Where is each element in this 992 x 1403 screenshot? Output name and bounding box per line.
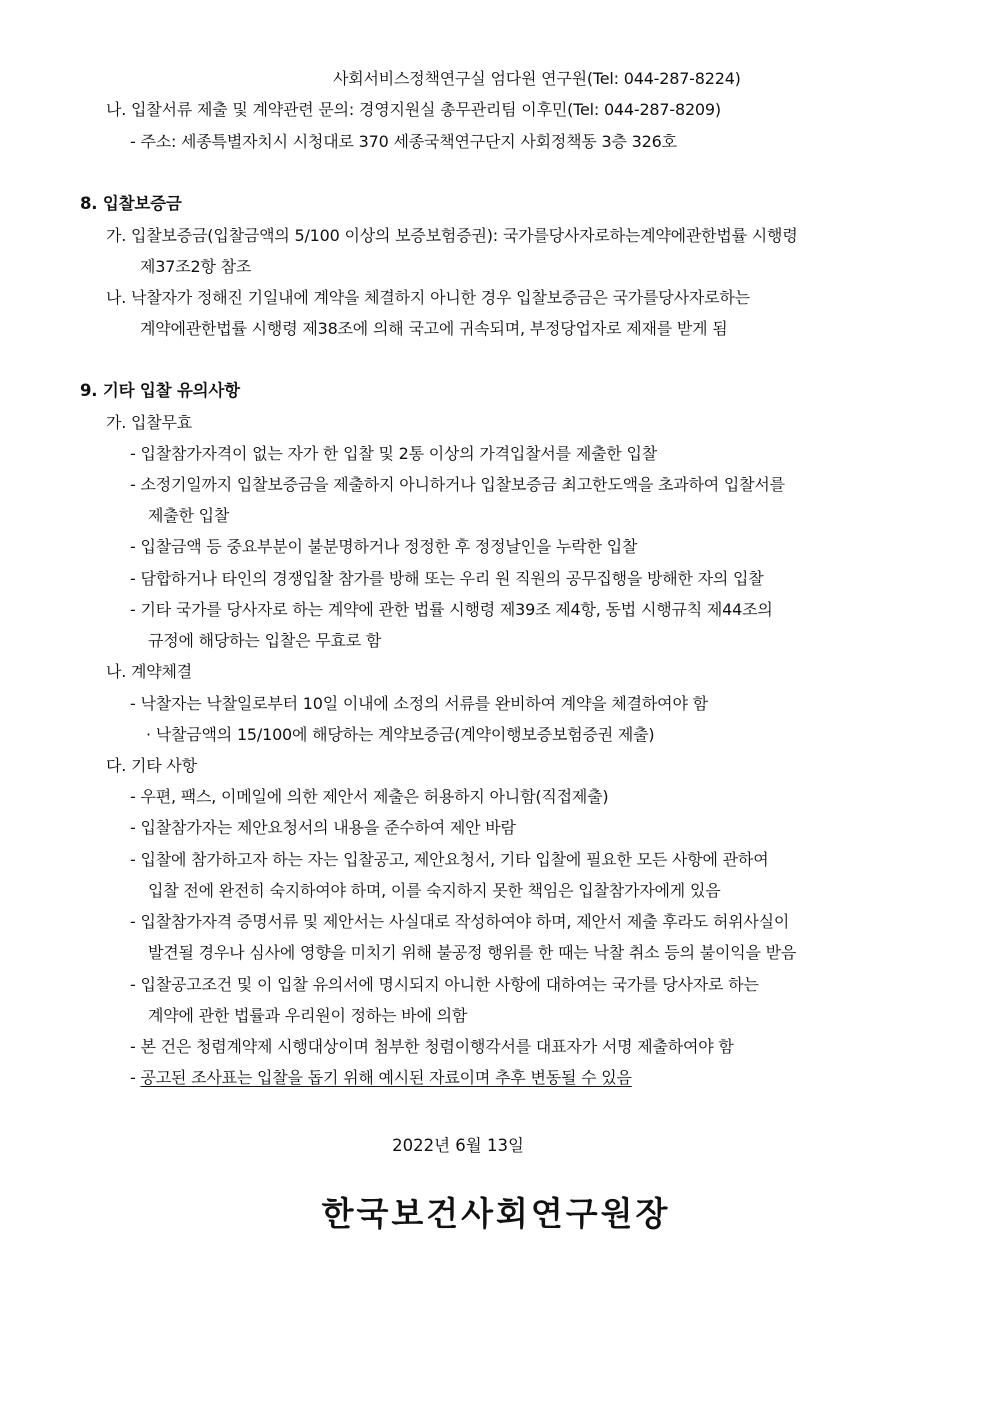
section8-b-line1: 나. 낙찰자가 정해진 기일내에 계약을 체결하지 아니한 경우 입찰보증금은 국가를당사자로하는 [106,288,750,307]
researcher-contact: 사회서비스정책연구실 엄다원 연구원(Tel: 044-287-8224) [333,69,741,88]
section9-a5-line1: - 기타 국가를 당사자로 하는 계약에 관한 법률 시행령 제39조 제4항, 동법 시행규칙 제44조의 [130,600,773,619]
section8-b-line2: 계약에관한법률 시행령 제38조에 의해 국고에 귀속되며, 부정당업자로 제재를 받게 됨 [140,319,728,338]
section9-c-title: 다. 기타 사항 [106,756,197,775]
section9-c1: - 우편, 팩스, 이메일에 의한 제안서 제출은 허용하지 아니함(직접제출) [130,787,609,806]
section9-c4-line1: - 입찰참가자격 증명서류 및 제안서는 사실대로 작성하여야 하며, 제안서 제출 후라도 허위사실이 [130,912,790,931]
section9-c7-dash: - [130,1068,141,1087]
section8-a-line2: 제37조2항 참조 [140,257,252,276]
section9-a-title: 가. 입찰무효 [106,413,193,432]
section9-c2: - 입찰참가자는 제안요청서의 내용을 준수하여 제안 바람 [130,818,516,837]
section9-b-title: 나. 계약체결 [106,662,193,681]
document-date: 2022년 6월 13일 [392,1136,524,1155]
section9-c7-underlined: 공고된 조사표는 입찰을 돕기 위해 예시된 자료이며 추후 변동될 수 있음 [140,1068,632,1087]
section9-c4-line2: 발견될 경우나 심사에 영향을 미치기 위해 불공정 행위를 한 때는 낙찰 취소 등의 불이익을 받음 [148,943,797,962]
section9-a5-line2: 규정에 해당하는 입찰은 무효로 함 [148,631,382,650]
organization-name: 한국보건사회연구원장 [321,1194,671,1233]
section8-title: 8. 입찰보증금 [80,194,182,213]
section9-b1: - 낙찰자는 낙찰일로부터 10일 이내에 소정의 서류를 완비하여 계약을 체결하여야 함 [130,694,708,713]
section9-c6: - 본 건은 청렴계약제 시행대상이며 첨부한 청렴이행각서를 대표자가 서명 제출하여야 함 [130,1037,734,1056]
section8-a-line1: 가. 입찰보증금(입찰금액의 5/100 이상의 보증보험증권): 국가를당사자로하는계약에관한법률 시행령 [106,226,798,245]
section9-a4: - 담합하거나 타인의 경쟁입찰 참가를 방해 또는 우리 원 직원의 공무집행을 방해한 자의 입찰 [130,569,764,588]
section9-a1: - 입찰참가자격이 없는 자가 한 입찰 및 2통 이상의 가격입찰서를 제출한 입찰 [130,444,657,463]
section9-c3-line1: - 입찰에 참가하고자 하는 자는 입찰공고, 제안요청서, 기타 입찰에 필요한 모든 사항에 관하여 [130,850,769,869]
section9-b1-sub: · 낙찰금액의 15/100에 해당하는 계약보증금(계약이행보증보험증권 제출) [146,725,655,744]
section9-c7 [130,1068,632,1088]
section9-c5-line2: 계약에 관한 법률과 우리원이 정하는 바에 의함 [148,1006,468,1025]
bid-inquiry-contact: 나. 입찰서류 제출 및 계약관련 문의: 경영지원실 총무관리팀 이후민(Tel: 044-287-8209) [106,100,721,119]
section9-c3-line2: 입찰 전에 완전히 숙지하여야 하며, 이를 숙지하지 못한 책임은 입찰참가자에게 있음 [148,881,721,900]
section9-a2-line1: - 소정기일까지 입찰보증금을 제출하지 아니하거나 입찰보증금 최고한도액을 초과하여 입찰서를 [130,475,785,494]
section9-c5-line1: - 입찰공고조건 및 이 입찰 유의서에 명시되지 아니한 사항에 대하여는 국가를 당사자로 하는 [130,975,759,994]
address-line: - 주소: 세종특별자치시 시청대로 370 세종국책연구단지 사회정책동 3층 326호 [130,132,677,151]
section9-a2-line2: 제출한 입찰 [148,506,230,525]
section9-a3: - 입찰금액 등 중요부분이 불분명하거나 정정한 후 정정날인을 누락한 입찰 [130,537,638,556]
section9-title: 9. 기타 입찰 유의사항 [80,381,240,400]
